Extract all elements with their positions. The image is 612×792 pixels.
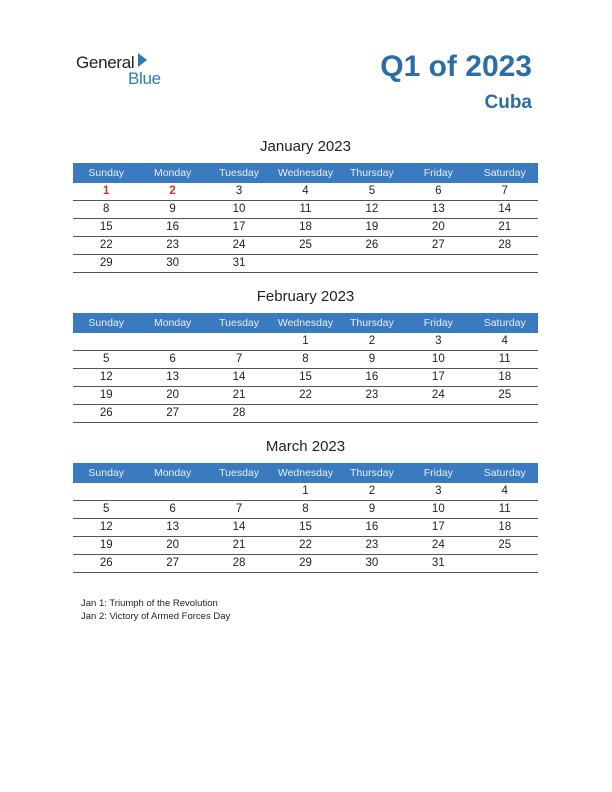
holiday-notes: [81, 597, 230, 623]
week-row: [73, 333, 538, 351]
day-cell: 4: [501, 335, 508, 347]
day-cell: 10: [431, 353, 445, 365]
day-cell: 13: [166, 371, 180, 383]
day-cell: 1: [302, 485, 309, 497]
weekday-label: Tuesday: [219, 317, 259, 329]
day-cell: 11: [498, 353, 511, 365]
day-cell: 3: [435, 485, 442, 497]
day-cell: 22: [299, 539, 312, 551]
weekday-label: Saturday: [483, 317, 526, 329]
day-cell: 11: [498, 503, 511, 515]
day-cell: [339, 405, 405, 422]
weekday-label: Sunday: [88, 317, 125, 329]
month-calendar: [73, 287, 538, 423]
logo-flag-icon: [138, 53, 147, 67]
day-cell: 22: [299, 389, 312, 401]
weekday-label: Friday: [423, 317, 453, 329]
day-cell: 25: [299, 239, 312, 251]
week-row: [73, 387, 538, 405]
day-cell: 19: [365, 221, 379, 233]
day-cell: 10: [232, 203, 246, 215]
day-cell: 23: [365, 539, 379, 551]
week-row: [73, 351, 538, 369]
month-title: January 2023: [260, 138, 351, 155]
weekday-label: Sunday: [88, 167, 125, 179]
day-cell: 3: [435, 335, 442, 347]
weekday-header: [73, 163, 538, 183]
day-cell: 22: [99, 239, 113, 251]
day-cell: 27: [431, 239, 445, 251]
day-cell: [405, 255, 471, 272]
day-cell: 20: [166, 539, 180, 551]
day-cell: 4: [501, 485, 508, 497]
day-cell: 19: [99, 389, 113, 401]
week-row: [73, 219, 538, 237]
day-cell: 24: [431, 539, 445, 551]
day-cell: 7: [501, 185, 508, 197]
week-row: [73, 405, 538, 423]
day-cell: 5: [103, 353, 110, 365]
day-cell: [339, 255, 405, 272]
day-cell: 9: [169, 203, 176, 215]
day-cell: [73, 483, 139, 500]
day-cell: 6: [169, 503, 176, 515]
day-cell: 9: [368, 503, 376, 515]
week-row: [73, 369, 538, 387]
day-cell: [139, 483, 205, 500]
day-cell: 21: [232, 389, 246, 401]
week-row: [73, 183, 538, 201]
day-cell: 29: [299, 557, 312, 569]
day-cell: 2: [368, 335, 376, 347]
day-cell: 28: [498, 239, 512, 251]
day-cell: [272, 255, 338, 272]
week-row: [73, 537, 538, 555]
logo-text-blue: Blue: [128, 69, 161, 88]
week-row: [73, 237, 538, 255]
day-cell: 2: [169, 185, 176, 197]
day-cell: 5: [103, 503, 110, 515]
day-cell: 1: [302, 335, 309, 347]
weekday-label: Monday: [153, 167, 192, 179]
month-title: March 2023: [265, 438, 346, 455]
day-cell: [139, 333, 205, 350]
day-cell: 23: [166, 239, 180, 251]
day-cell: 17: [232, 221, 246, 233]
day-cell: 27: [166, 557, 180, 569]
week-row: [73, 255, 538, 273]
week-row: [73, 519, 538, 537]
day-cell: 3: [235, 185, 243, 197]
day-cell: 20: [166, 389, 180, 401]
month-calendar: [73, 437, 538, 573]
day-cell: 14: [232, 521, 246, 533]
day-cell: 24: [232, 239, 246, 251]
day-cell: 6: [435, 185, 442, 197]
day-cell: 19: [99, 539, 113, 551]
day-cell: 16: [365, 371, 379, 383]
day-cell: 18: [299, 221, 312, 233]
day-cell: 8: [103, 203, 110, 215]
day-cell: 7: [235, 353, 243, 365]
day-cell: 18: [498, 371, 512, 383]
day-cell: 21: [498, 221, 512, 233]
day-cell: 10: [431, 503, 445, 515]
day-cell: 9: [368, 353, 376, 365]
weekday-label: Thursday: [350, 167, 394, 179]
day-cell: 14: [232, 371, 246, 383]
day-cell: 24: [431, 389, 445, 401]
day-cell: 30: [365, 557, 379, 569]
month-title: February 2023: [256, 288, 355, 305]
weekday-label: Wednesday: [277, 167, 334, 179]
day-cell: 15: [99, 221, 113, 233]
day-cell: 30: [166, 257, 180, 269]
day-cell: 11: [299, 203, 312, 215]
month-calendar: [73, 137, 538, 273]
day-cell: 2: [368, 485, 376, 497]
day-cell: 8: [302, 503, 309, 515]
day-cell: [405, 405, 471, 422]
week-row: [73, 201, 538, 219]
brand-logo: [76, 53, 176, 89]
day-cell: 7: [235, 503, 243, 515]
weekday-label: Wednesday: [277, 467, 334, 479]
day-cell: 17: [431, 521, 445, 533]
weekday-label: Saturday: [483, 167, 526, 179]
day-cell: 31: [431, 557, 445, 569]
weekday-label: Friday: [423, 467, 453, 479]
day-cell: [73, 333, 139, 350]
day-cell: [472, 255, 538, 272]
day-cell: 17: [431, 371, 445, 383]
day-cell: 12: [365, 203, 379, 215]
day-cell: 4: [302, 185, 309, 197]
weekday-header: [73, 463, 538, 483]
day-cell: 15: [299, 521, 312, 533]
holiday-note: Jan 1: Triumph of the Revolution: [81, 598, 218, 609]
day-cell: 25: [498, 539, 512, 551]
day-cell: 25: [498, 389, 512, 401]
day-cell: [472, 405, 538, 422]
day-cell: 26: [99, 407, 113, 419]
week-row: [73, 483, 538, 501]
day-cell: 5: [368, 185, 376, 197]
country-name: Cuba: [484, 92, 532, 113]
day-cell: 27: [166, 407, 180, 419]
day-cell: 13: [431, 203, 445, 215]
day-cell: 12: [99, 521, 113, 533]
day-cell: 28: [232, 557, 246, 569]
day-cell: 18: [498, 521, 512, 533]
day-cell: 26: [365, 239, 379, 251]
weekday-label: Wednesday: [277, 317, 334, 329]
day-cell: 12: [99, 371, 113, 383]
weekday-label: Tuesday: [219, 467, 259, 479]
weekday-label: Monday: [153, 467, 192, 479]
holiday-note: Jan 2: Victory of Armed Forces Day: [81, 611, 231, 622]
day-cell: 16: [365, 521, 379, 533]
day-cell: 28: [232, 407, 246, 419]
day-cell: 21: [232, 539, 246, 551]
weekday-label: Friday: [423, 167, 453, 179]
day-cell: 14: [498, 203, 512, 215]
day-cell: [206, 483, 272, 500]
logo-text-general: General: [76, 53, 135, 72]
day-cell: 8: [302, 353, 309, 365]
day-cell: [272, 405, 338, 422]
day-cell: 15: [299, 371, 312, 383]
weekday-header: [73, 313, 538, 333]
day-cell: 26: [99, 557, 113, 569]
weekday-label: Thursday: [350, 467, 394, 479]
page-title: Q1 of 2023: [380, 50, 532, 83]
weekday-label: Tuesday: [219, 167, 259, 179]
weekday-label: Monday: [153, 317, 192, 329]
day-cell: 31: [232, 257, 246, 269]
day-cell: 1: [103, 185, 110, 197]
day-cell: 23: [365, 389, 379, 401]
week-row: [73, 555, 538, 573]
day-cell: 29: [99, 257, 113, 269]
day-cell: 20: [431, 221, 445, 233]
day-cell: [472, 555, 538, 572]
day-cell: [206, 333, 272, 350]
weekday-label: Thursday: [350, 317, 394, 329]
day-cell: 6: [169, 353, 176, 365]
weekday-label: Saturday: [483, 467, 526, 479]
weekday-label: Sunday: [88, 467, 125, 479]
week-row: [73, 501, 538, 519]
day-cell: 13: [166, 521, 180, 533]
day-cell: 16: [166, 221, 180, 233]
